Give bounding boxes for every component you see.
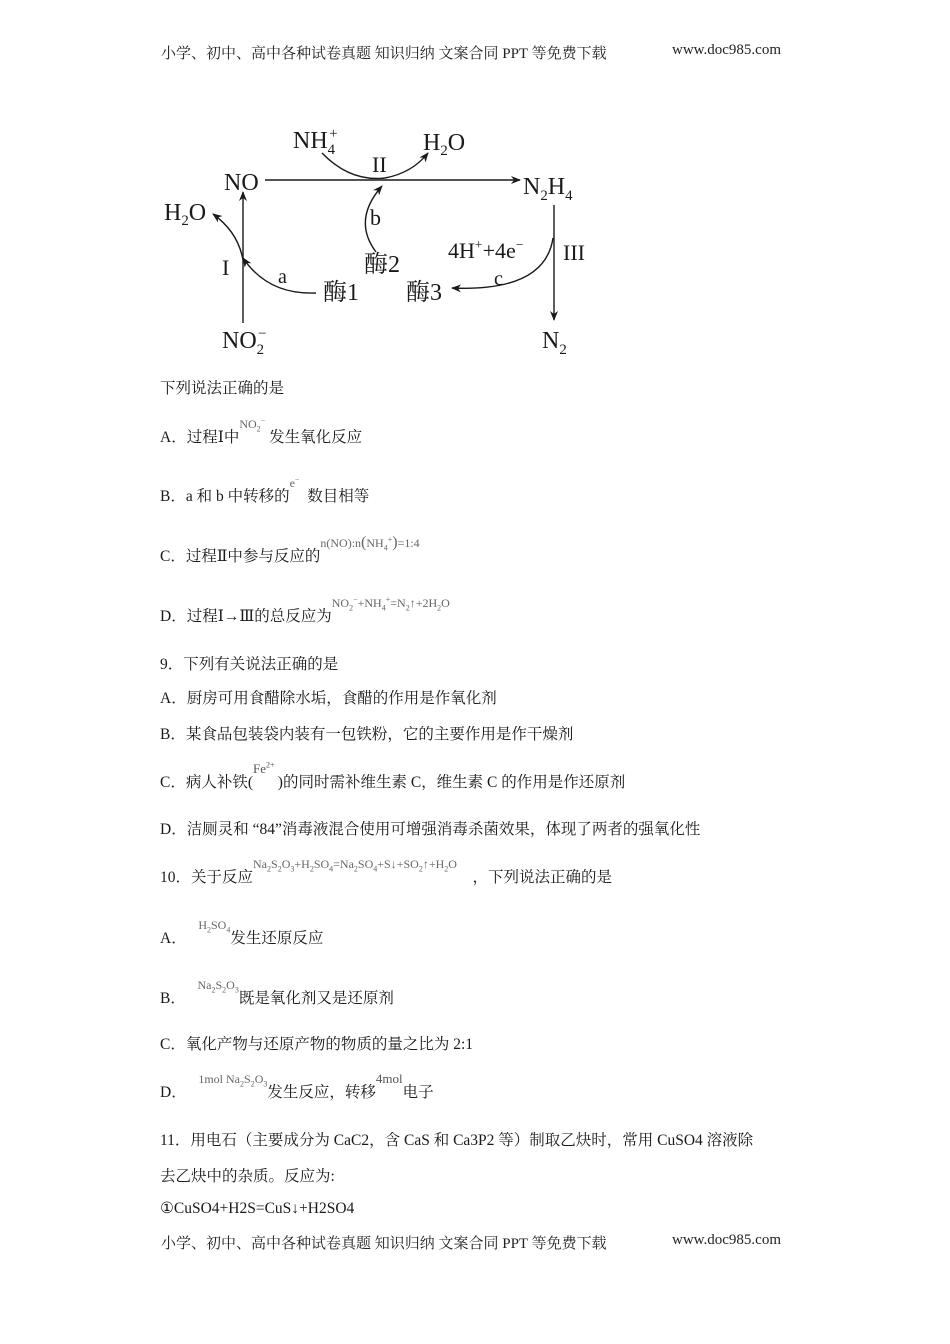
footer-text: 小学、初中、高中各种试卷真题 知识归纳 文案合同 PPT 等免费下载 xyxy=(161,1236,607,1252)
c-label: c xyxy=(494,268,503,290)
formula: Fe2+ xyxy=(253,760,275,776)
q10-option-c[interactable]: C．氧化产物与还原产物的物质的量之比为 2:1 xyxy=(160,1036,474,1053)
header-text: 小学、初中、高中各种试卷真题 知识归纳 文案合同 PPT 等免费下载 xyxy=(161,46,607,62)
formula: H2SO4 xyxy=(198,918,231,935)
q8-option-c[interactable]: C．过程Ⅱ中参与反应的$^{n(NO):n(NH_4^+)=1:4}$ xyxy=(160,534,420,565)
no2-label: $NO_2-$ xyxy=(222,326,267,358)
q11-line-1: 11．用电石（主要成分为 CaC2，含 CaS 和 Ca3P2 等）制取乙炔时，常用 CuSO4 溶液除 xyxy=(160,1132,754,1149)
formula: Na2S2O3 xyxy=(197,978,239,995)
nh4-label: $NH_4+$ xyxy=(293,126,338,158)
page-header xyxy=(161,42,791,63)
footer-url[interactable]: www.doc985.com xyxy=(672,1232,782,1248)
q11-equation-1: ①CuSO4+H2S=CuS↓+H2SO4 xyxy=(160,1200,355,1217)
formula: e− xyxy=(289,475,300,490)
b-label: b xyxy=(370,205,381,230)
reaction-diagram xyxy=(150,110,600,360)
q10-option-b[interactable]: B． $^{Na_2S_2O_3}$既是氧化剂又是还原剂 xyxy=(160,978,394,1007)
q10-option-d[interactable]: D． $^{1mol Na_2S_2O_3}$发生反应，转移$^{4mol}$电子 xyxy=(160,1071,434,1101)
equation: Na2S2O3+H2SO4=Na2SO4+S↓+SO2↑+H2O xyxy=(253,857,457,874)
enzyme2-label: 酶2 xyxy=(364,252,400,278)
q9-stem: 9．下列有关说法正确的是 xyxy=(160,656,339,673)
formula: NO2−+NH4+=N2↑+2H2O xyxy=(331,595,450,613)
q10-stem: 10．关于反应$^{Na_2S_2O_3+H_2SO_4=Na_2SO_4+S↓+SO_2↑+H_2O}$ ，下列说法正确的是 xyxy=(160,857,612,886)
formula: 1mol Na2S2O3 xyxy=(198,1072,268,1089)
page-footer xyxy=(161,1232,791,1253)
h-e-label: 4H++4e− xyxy=(448,237,524,263)
h2o-left-label: $H_2O$ xyxy=(164,200,207,229)
q9-option-d[interactable]: D．洁厕灵和 “84”消毒液混合使用可增强消毒杀菌效果，体现了两者的强氧化性 xyxy=(160,821,701,838)
enzyme1-label: 酶1 xyxy=(323,280,359,306)
enzyme3-label: 酶3 xyxy=(406,280,442,306)
h2o-top-label: $H_2O$ xyxy=(423,130,466,159)
header-url[interactable]: www.doc985.com xyxy=(672,42,782,58)
formula: 4mol xyxy=(375,1071,403,1086)
formula: NO2− xyxy=(239,416,266,434)
no-label: NO xyxy=(224,170,259,196)
step1-label: I xyxy=(222,255,230,280)
step3-label: III xyxy=(563,240,585,265)
a-label: a xyxy=(278,266,287,288)
q10-option-a[interactable]: A． $^{H_2SO_4}$发生还原反应 xyxy=(160,918,324,947)
q8-option-d[interactable]: D．过程Ⅰ→Ⅲ的总反应为$^{NO_2^-+NH_4^+=N_2↑+2H_2O}$ xyxy=(160,595,450,625)
n2h4-label: $N_2H_4$ xyxy=(523,174,573,204)
step2-label: II xyxy=(372,152,387,177)
q11-line-2: 去乙炔中的杂质。反应为: xyxy=(160,1168,335,1185)
n2-label: $N_2$ xyxy=(542,328,567,358)
formula: n(NO):n(NH4+)=1:4 xyxy=(320,534,420,553)
q9-option-b[interactable]: B．某食品包装袋内装有一包铁粉，它的主要作用是作干燥剂 xyxy=(160,726,574,743)
q8-stem: 下列说法正确的是 xyxy=(160,380,285,397)
q8-option-a[interactable]: A．过程Ⅰ中$^{NO_2^-}$ 发生氧化反应 xyxy=(160,416,363,446)
q8-option-b[interactable]: B．a 和 b 中转移的$^{e^-}$ 数目相等 xyxy=(160,475,370,505)
q9-option-a[interactable]: A．厨房可用食醋除水垢，食醋的作用是作氧化剂 xyxy=(160,690,497,707)
q9-option-c[interactable]: C．病人补铁($^{Fe^{2+}}$ )的同时需补维生素 C，维生素 C 的作用是作还原剂 xyxy=(160,760,626,791)
